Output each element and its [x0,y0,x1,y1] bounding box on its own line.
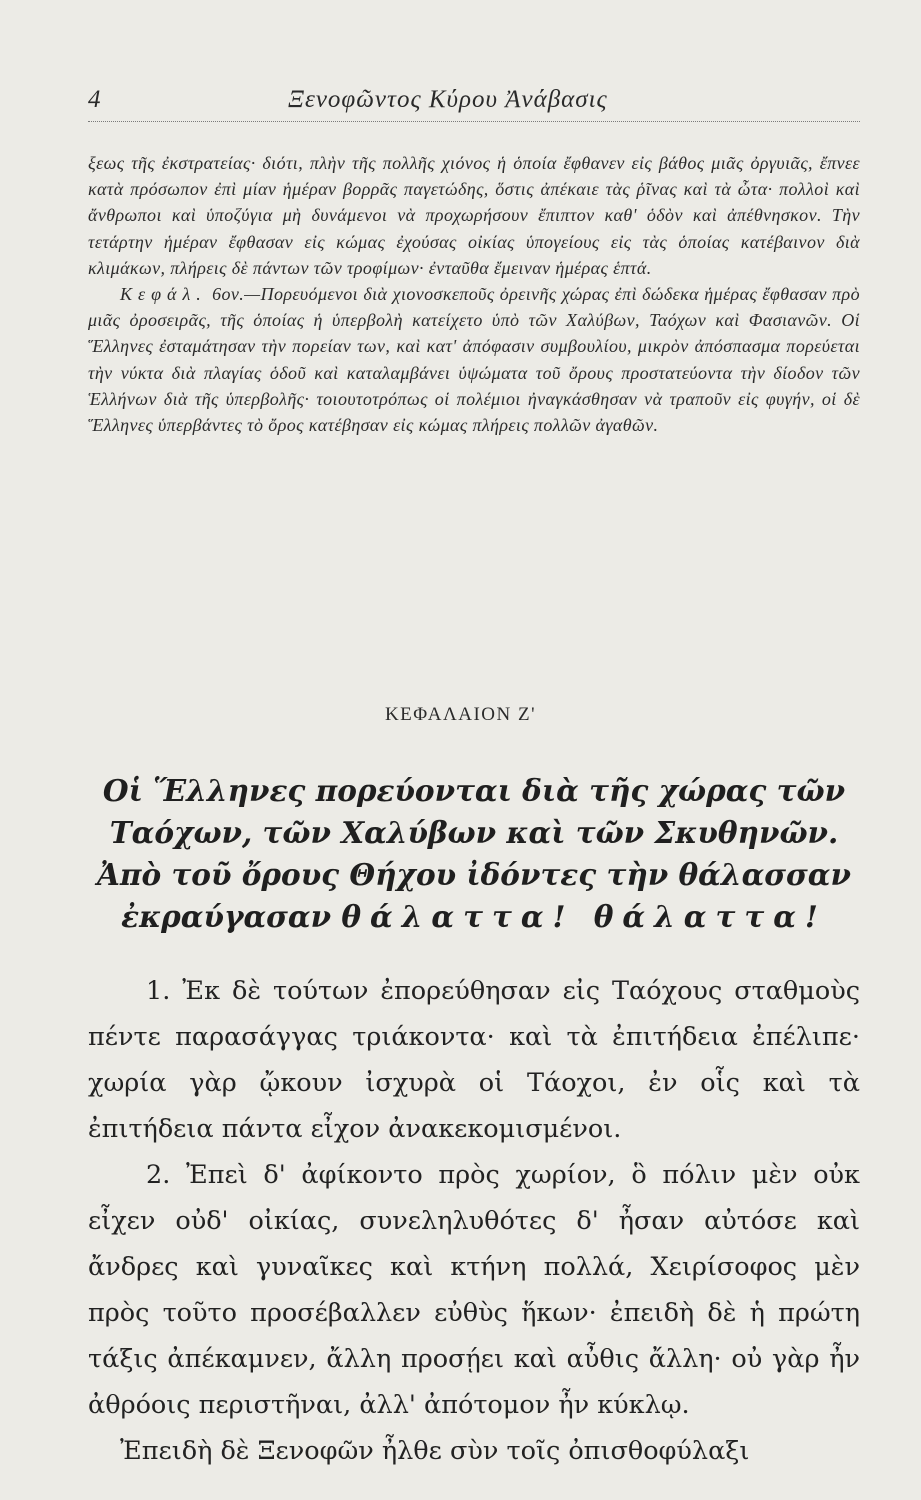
chapter-label: ΚΕΦΑΛΑΙΟΝ Ζ' [384,704,537,725]
summary-paragraph-1: ξεως τῆς ἐκστρατείας· διότι, πλὴν τῆς πολλῆς χιόνος ἡ ὁποία ἔφθανεν εἰς βάθος μιᾶς ὀργυιᾶς, ἔπνεε κατὰ πρόσωπον ἐπὶ μίαν ἡμέραν βορρᾶς παγετώδης, ὅστις ἀπέκαιε τὰς ῥῖνας καὶ τὰ ὦτα· πολλοὶ καὶ ἄνθρωποι καὶ ὑποζύγια μὴ δυνάμενοι νὰ προχωρήσουν ἔπιπτον καθ' ὁδὸν καὶ ἀπέθνησκον. Τὴν τετάρτην ἡμέραν ἔφθασαν εἰς κώμας ἐχούσας οἰκίας ὑπογείους εἰς τὰς ὁποίας κατέβαινον διὰ κλιμάκων, πλήρεις δὲ πάντων τῶν τροφίμων· ἐνταῦθα ἔμειναν ἡμέρας ἑπτά. [88,153,860,278]
chapter-title-exclamation: θάλαττα! θάλαττα! [341,899,827,934]
summary-paragraph-2-text: —Πορευόμενοι διὰ χιονοσκεποῦς ὀρεινῆς χώρας ἐπὶ δώδεκα ἡμέρας ἔφθασαν πρὸ μιᾶς ὀροσειρᾶς, τῆς ὁποίας ἡ ὑπερβολὴ κατείχετο ὑπὸ τῶν Χαλύβων, Ταόχων καὶ Φασιανῶν. Οἱ Ἕλληνες ἐσταμάτησαν τὴν πορείαν των, καὶ κατ' ἀπόφασιν συμβουλίου, μικρὸν ἀπόσπασμα πορεύεται τὴν νύκτα διὰ πλαγίας ὁδοῦ καὶ καταλαμβάνει ὑψώματα τοῦ ὄρους προστατεύοντα τὴν δίοδον τῶν Ἑλλήνων διὰ τῆς ὑπερβολῆς· τοιουτοτρόπως οἱ πολέμιοι ἠναγκάσθησαν νὰ τραποῦν εἰς φυγήν, οἱ δὲ Ἕλληνες ὑπερβάντες τὸ ὄρος κατέβησαν εἰς κώμας πλήρεις πολλῶν ἀγαθῶν. [88,284,860,436]
section-2: 2. Ἐπεὶ δ' ἀφίκοντο πρὸς χωρίον, ὃ πόλιν μὲν οὐκ εἶχεν οὐδ' οἰκίας, συνεληλυθότες δ' ἦσαν αὐτόσε καὶ ἄνδρες καὶ γυναῖκες καὶ κτήνη πολλά, Χειρίσοφος μὲν πρὸς τοῦτο προσέβαλλεν εὐθὺς ἥκων· ἐπειδὴ δὲ ἡ πρώτη τάξις ἀπέκαμνεν, ἄλλη προσῄει καὶ αὖθις ἄλλη· οὐ γὰρ ἦν ἀθρόοις περιστῆναι, ἀλλ' ἀπότομον ἦν κύκλῳ. [88,1160,860,1420]
chapter-title [88,770,860,938]
chapter-summary [88,150,860,438]
section-3-start: Ἐπειδὴ δὲ Ξενοφῶν ἦλθε σὺν τοῖς ὀπισθοφύλαξι [120,1436,750,1466]
kefal-number: 6ον. [212,284,245,305]
header-rule [88,121,860,122]
section-1: 1. Ἐκ δὲ τούτων ἐπορεύθησαν εἰς Ταόχους σταθμοὺς πέντε παρασάγγας τριάκοντα· καὶ τὰ ἐπιτήδεια ἐπέλιπε· χωρία γὰρ ᾤκουν ἰσχυρὰ οἱ Τάοχοι, ἐν οἷς καὶ τὰ ἐπιτήδεια πάντα εἶχον ἀνακεκομισμένοι. [88,976,860,1144]
kefal-label: Κεφάλ. [120,284,207,305]
running-head [88,86,858,120]
chapter-title-main: Οἱ Ἕλληνες πορεύονται διὰ τῆς χώρας τῶν Ταόχων, τῶν Χαλύβων καὶ τῶν Σκυθηνῶν. Ἀπὸ τοῦ ὄρους Θήχου ἰδόντες τὴν θάλασσαν ἐκραύγασαν [97,773,851,934]
summary-paragraph-2 [88,281,860,438]
main-text [88,968,860,1474]
running-title: Ξενοφῶντος Κύρου Ἀνάβασις [288,86,608,113]
page-number: 4 [88,86,101,113]
